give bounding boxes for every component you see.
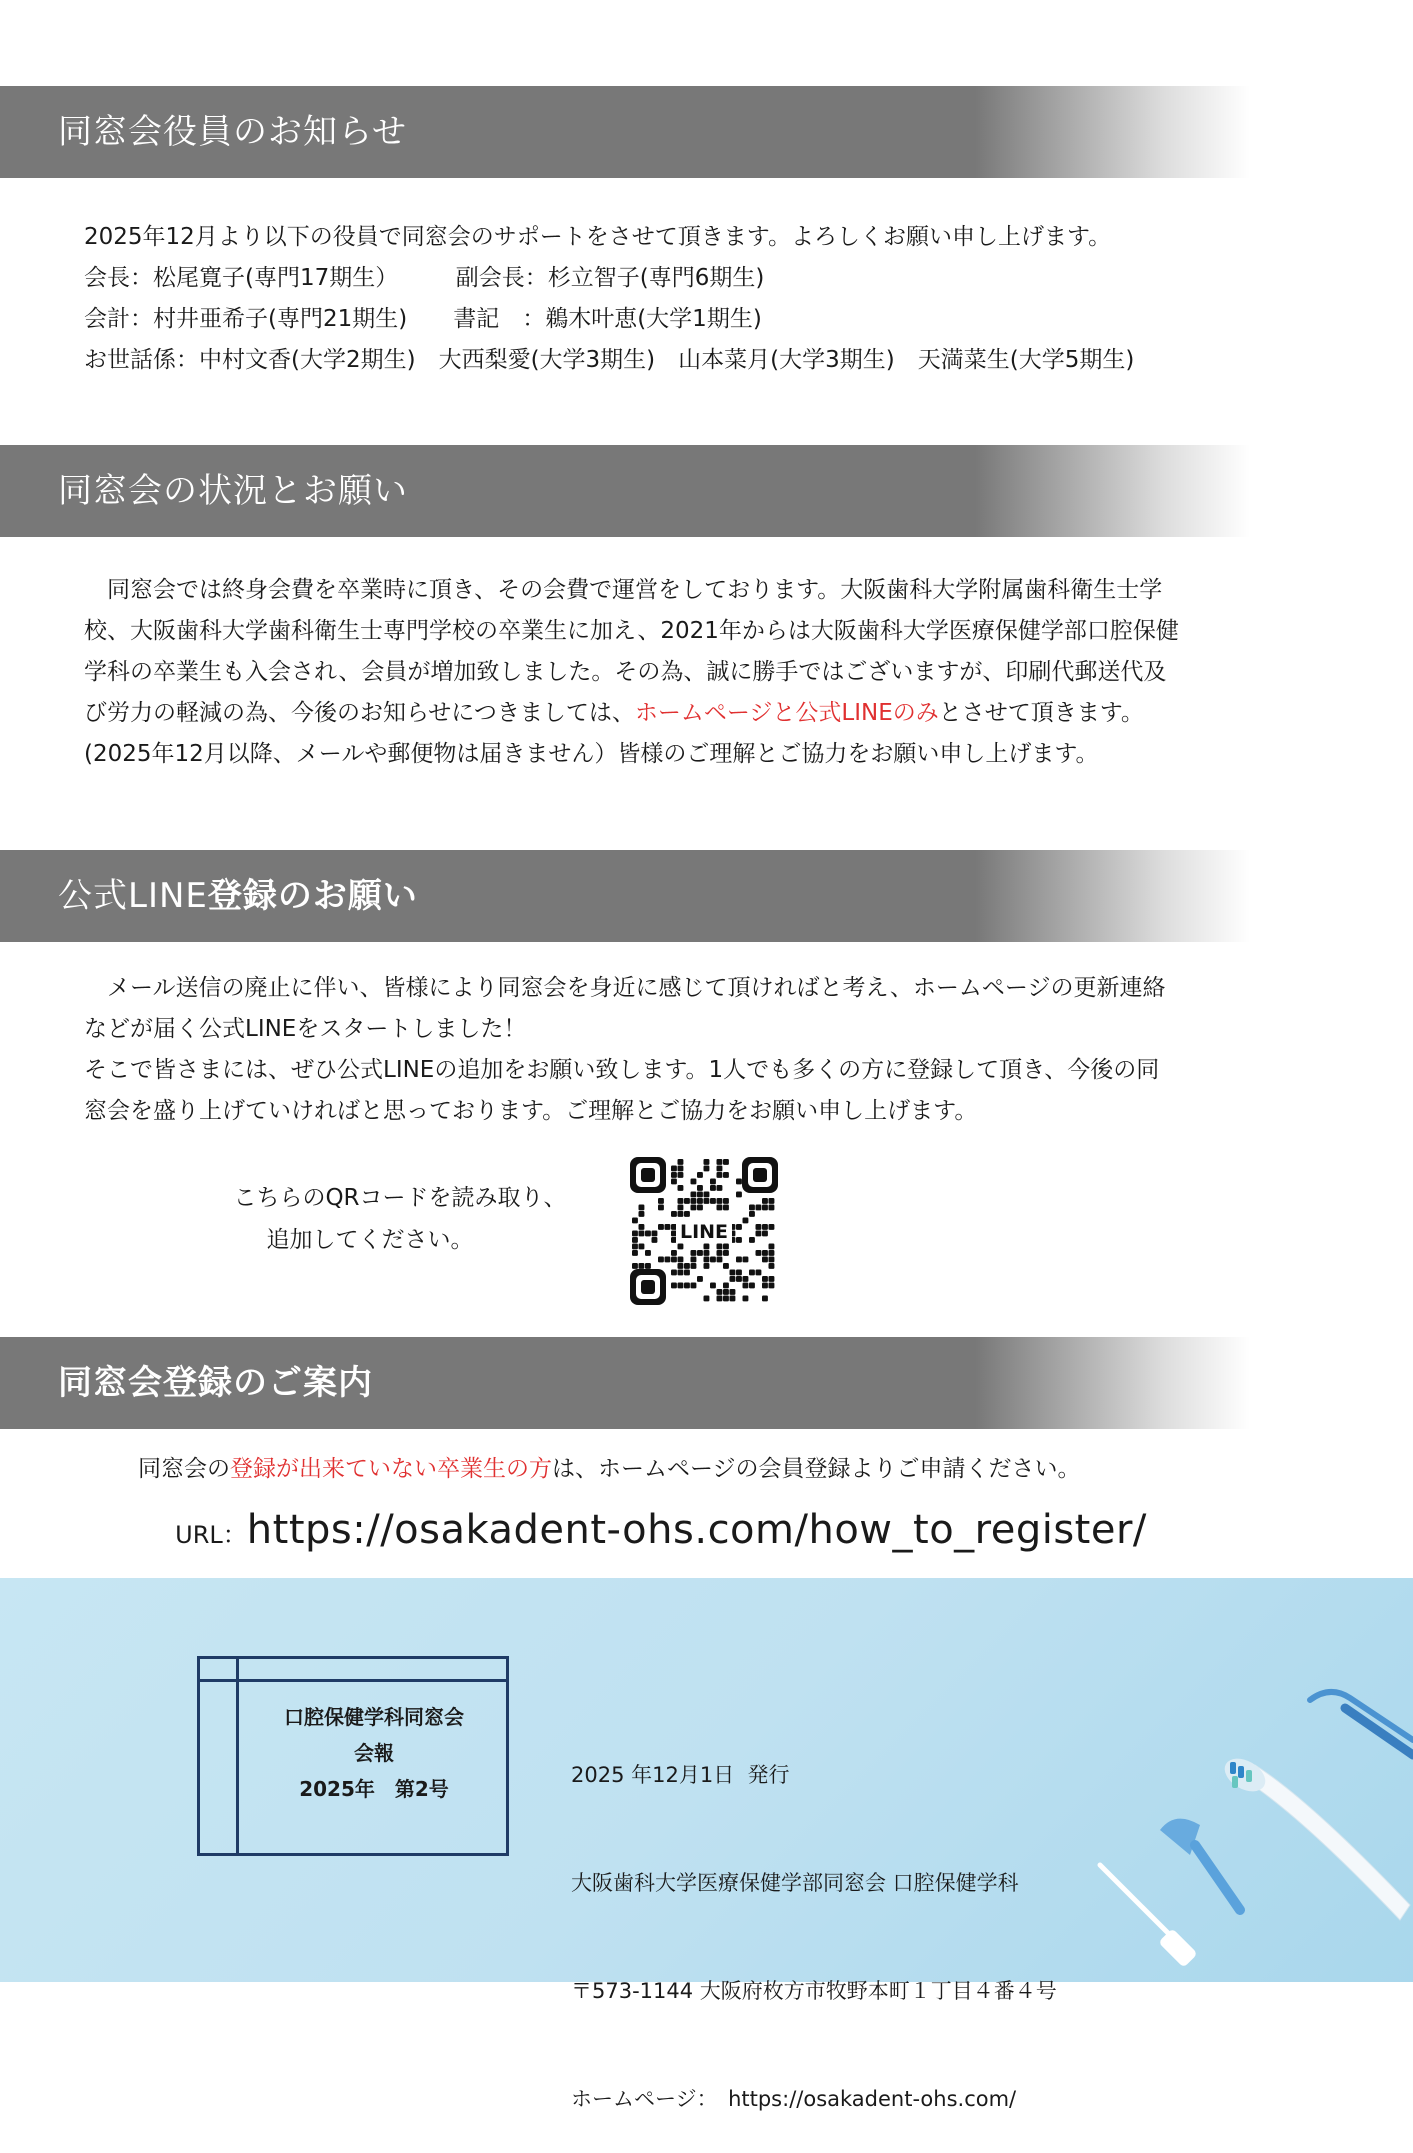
box-divider bbox=[236, 1659, 239, 1853]
title-bold: 同窓会登録のご案内 bbox=[58, 1363, 373, 1403]
url-link[interactable]: https://osakadent-ohs.com/how_to_register/ bbox=[246, 1507, 1147, 1553]
register-text-post: は、ホームページの会員登録よりご申請ください。 bbox=[552, 1456, 1081, 1482]
section-banner-register bbox=[0, 1337, 1250, 1429]
newsletter-title-box bbox=[197, 1656, 509, 1856]
status-line: 同窓会では終身会費を卒業時に頂き、その会費で運営をしております。大阪歯科大学附属歯科衛生士学 bbox=[84, 577, 1163, 603]
qr-caption-line: こちらのQRコードを読み取り、 bbox=[233, 1185, 567, 1211]
status-line-text: とさせて頂きます。 bbox=[938, 700, 1144, 726]
pub-date: 2025 年12月1日 発行 bbox=[571, 1763, 790, 1787]
newsletter-title-line: 会報 bbox=[354, 1741, 394, 1765]
line-line: そこで皆さまには、ぜひ公式LINEの追加をお願い致します。1人でも多くの方に登録して頂き、今後の同 bbox=[84, 1057, 1160, 1083]
title-bold: 登録のお願い bbox=[207, 876, 418, 916]
line-line: 窓会を盛り上げていければと思っております。ご理解とご協力をお願い申し上げます。 bbox=[84, 1098, 978, 1124]
section-title-register bbox=[58, 1337, 373, 1429]
officers-line: お世話係：中村文香(大学2期生) 大西梨愛(大学3期生) 山本菜月(大学3期生) 天満菜生(大学5期生) bbox=[84, 347, 1135, 373]
officers-line: 会計：村井亜希子(専門21期生) 書記 ：鵜木叶恵(大学1期生) bbox=[84, 306, 762, 332]
pub-address: 〒573-1144 大阪府枚方市牧野本町１丁目４番４号 bbox=[571, 1979, 1057, 2003]
newsletter-title bbox=[240, 1699, 508, 1807]
officers-line: 会長：松尾寛子(専門17期生） 副会長：杉立智子(専門6期生) bbox=[84, 265, 765, 291]
line-line: などが届く公式LINEをスタートしました！ bbox=[84, 1016, 527, 1042]
section-banner-officers bbox=[0, 86, 1250, 178]
register-url[interactable] bbox=[165, 1488, 1147, 1553]
status-text bbox=[84, 570, 1334, 775]
qr-line-label: LINE bbox=[679, 1221, 729, 1243]
section-banner-line bbox=[0, 850, 1250, 942]
status-highlight: ホームページと公式LINEのみ bbox=[634, 700, 939, 726]
section-title-officers: 同窓会役員のお知らせ bbox=[58, 112, 407, 152]
box-divider bbox=[200, 1679, 506, 1682]
newsletter-title-line: 2025年 第2号 bbox=[299, 1777, 449, 1801]
title-plain: 公式LINE bbox=[58, 876, 208, 916]
dental-tools-illustration bbox=[1080, 1680, 1413, 1980]
section-banner-status bbox=[0, 445, 1250, 537]
pub-homepage: ホームページ： https://osakadent-ohs.com/ bbox=[571, 2087, 1017, 2111]
status-line: 学科の卒業生も入会され、会員が増加致しました。その為、誠に勝手ではございますが、印刷代郵送代及 bbox=[84, 659, 1167, 685]
status-line bbox=[84, 693, 1334, 734]
register-highlight: 登録が出来ていない卒業生の方 bbox=[230, 1456, 552, 1482]
status-line-text: び労力の軽減の為、今後のお知らせにつきましては、 bbox=[84, 700, 635, 726]
officers-text bbox=[84, 217, 1334, 381]
officers-line: 2025年12月より以下の役員で同窓会のサポートをさせて頂きます。よろしくお願い申し上げます。 bbox=[84, 224, 1112, 250]
qr-caption bbox=[210, 1177, 590, 1261]
publication-info bbox=[571, 1685, 1057, 2153]
section-title-line bbox=[58, 850, 418, 942]
register-text bbox=[138, 1449, 1388, 1490]
register-line bbox=[138, 1449, 1388, 1490]
line-qr-code[interactable] bbox=[628, 1155, 780, 1307]
register-text-pre: 同窓会の bbox=[138, 1456, 230, 1482]
status-line: 校、大阪歯科大学歯科衛生士専門学校の卒業生に加え、2021年からは大阪歯科大学医療保健学部口腔保健 bbox=[84, 618, 1179, 644]
line-line: メール送信の廃止に伴い、皆様により同窓会を身近に感じて頂ければと考え、ホームページの更新連絡 bbox=[84, 975, 1166, 1001]
url-label: URL： bbox=[175, 1521, 247, 1549]
pub-org: 大阪歯科大学医療保健学部同窓会 口腔保健学科 bbox=[571, 1871, 1019, 1895]
line-text bbox=[84, 968, 1334, 1132]
section-title-status: 同窓会の状況とお願い bbox=[58, 471, 408, 511]
status-line: (2025年12月以降、メールや郵便物は届きません）皆様のご理解とご協力をお願い申し上げます。 bbox=[84, 741, 1099, 767]
qr-caption-line: 追加してください。 bbox=[266, 1227, 474, 1253]
newsletter-title-line: 口腔保健学科同窓会 bbox=[284, 1705, 464, 1729]
